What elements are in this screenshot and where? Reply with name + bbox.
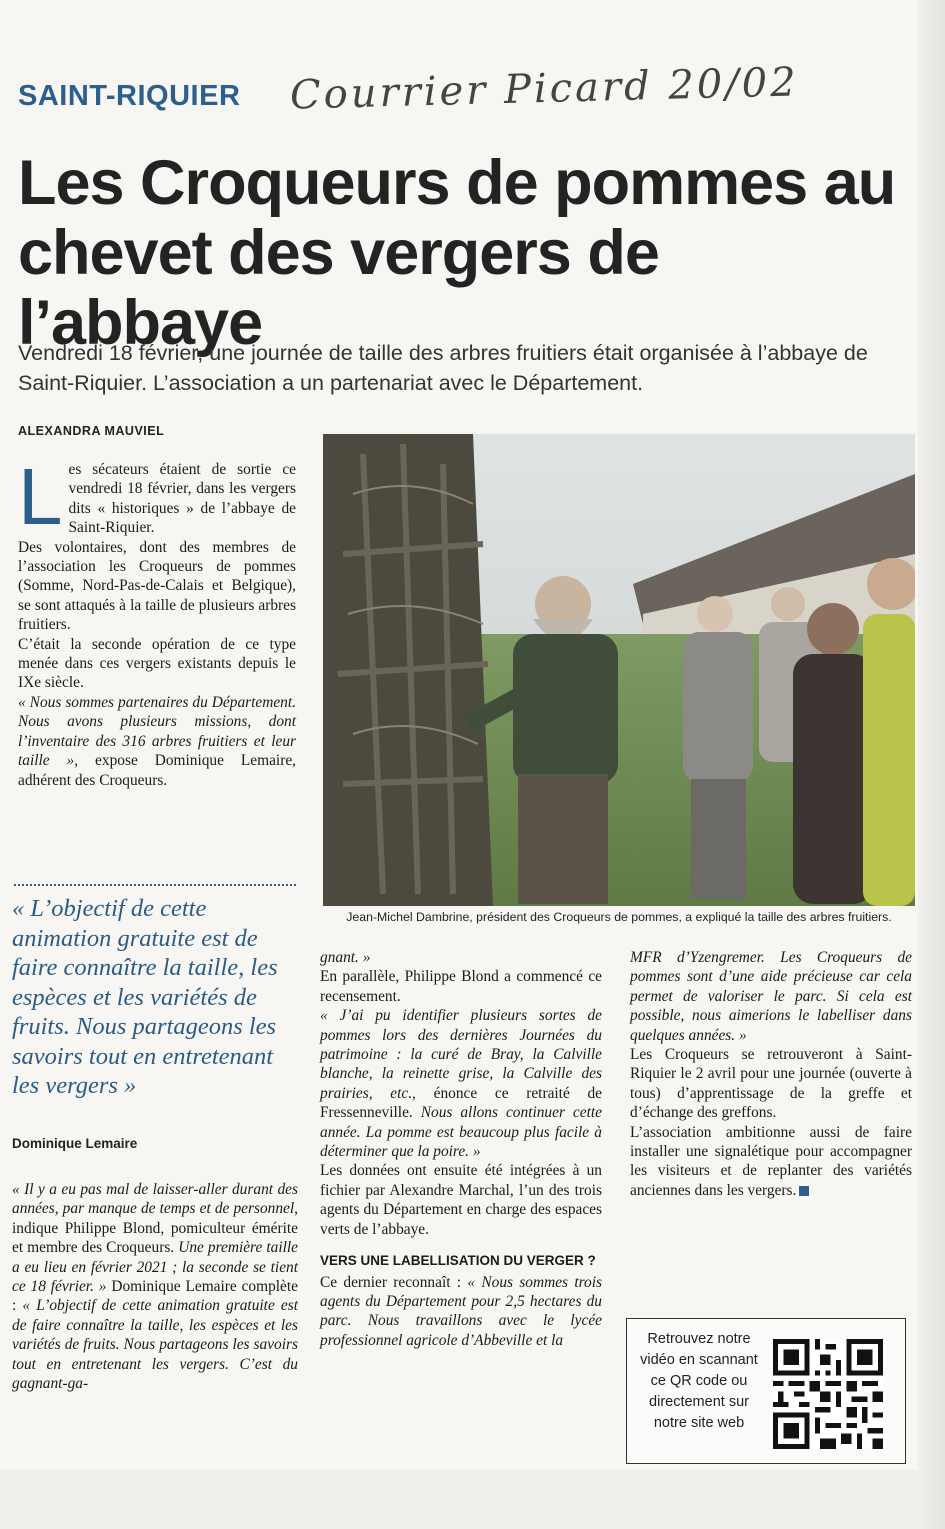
headline [18, 148, 918, 358]
quote-text: Une première taille a eu lieu en février 2021 ; la seconde se tient ce 18 février. » [12, 1239, 298, 1296]
pull-quote: « L’objectif de cette animation gratuite est de faire connaître la taille, les espèces et les variétés de fruits. Nous partageons les savoirs tout en entretenant les vergers » [12, 895, 278, 1099]
paragraph-text: , indique Philippe Blond, pomiculteur émérite et membre des Croqueurs. [12, 1200, 298, 1257]
column-1-bottom [12, 1180, 298, 1393]
quote-text: « Nous sommes trois agents du Département pour 2,5 hectares du parc. Nous travaillons avec le lycée professionnel agricole d’Abbeville et la [320, 1273, 602, 1349]
paragraph-text: , expose Dominique Lemaire, adhérent des Croqueurs. [18, 752, 296, 789]
qr-promo-box [626, 1318, 906, 1464]
quote-text: « Nous sommes partenaires du Département. Nous avons plusieurs missions, dont l’inventaire des 316 arbres fruitiers et leur taille » [18, 693, 296, 770]
paragraph [320, 1273, 602, 1351]
paragraph-text: énonce ce retraité de Fressenneville. [320, 1084, 603, 1122]
end-of-article-mark [799, 1186, 809, 1196]
dropcap: L [18, 452, 63, 541]
pull-quote-author: Dominique Lemaire [12, 1136, 138, 1151]
dotted-divider [14, 884, 296, 886]
section-kicker: SAINT-RIQUIER [18, 80, 241, 112]
paragraph: Des volontaires, dont des membres de l’association les Croqueurs de pommes (Somme, Nord-Pas-de-Calais et Belgique), se sont attaqués à la taille de plusieurs arbres fruitiers. [18, 538, 296, 634]
photo-illustration [323, 434, 915, 906]
paragraph-text: Dominique Lemaire complète : [12, 1278, 298, 1315]
chapo-lead: Vendredi 18 février, une journée de taille des arbres fruitiers était organisée à l’abbaye de Saint-Riquier. L’association a un partenariat avec le Département. [18, 341, 868, 395]
quote-text: « J’ai pu identifier plusieurs sortes de pommes lors des dernières Journées du patrimoine : la curé de Bray, la Calville blanche, la reinette grise, la Calville des prairies, etc., [320, 1007, 602, 1102]
paragraph [18, 693, 296, 790]
bottom-scan-strip [0, 1470, 918, 1529]
paragraph [630, 948, 912, 1045]
paragraph: Les données ont ensuite été intégrées à un fichier par Alexandre Marchal, l’un des trois agents du Département en charge des espaces verts de l’abbaye. [320, 1162, 602, 1238]
quote-text: Nous allons continuer cette année. La pomme est beaucoup plus facile à déterminer que la poire. » [320, 1104, 602, 1161]
qr-code-icon[interactable] [773, 1339, 883, 1449]
quote-text: « Il y a eu pas mal de laisser-aller durant des années, par manque de temps et de personnel [12, 1181, 298, 1218]
paragraph-text: Ce dernier reconnaît : [320, 1273, 468, 1291]
paragraph: Les Croqueurs se retrouveront à Saint-Riquier le 2 avril pour une journée (ouverte à tous) d’apprentissage de la greffe et d’échange des greffons. [630, 1046, 912, 1122]
article-photo [323, 434, 915, 906]
subheading: VERS UNE LABELLISATION DU VERGER ? [320, 1253, 596, 1269]
paragraph [320, 1006, 602, 1161]
column-3 [630, 948, 912, 1200]
quote-text: « L’objectif de cette animation gratuite est de faire connaître la taille, les espèces et les variétés de fruits. Nous partageons les savoirs tout en entretenant les vergers. C’est du gagnant-ga- [12, 1297, 299, 1393]
paragraph [630, 1123, 912, 1201]
column-1-top [18, 452, 296, 790]
paragraph [12, 1180, 298, 1393]
handwritten-annotation: Courrier Picard 20/02 [289, 59, 800, 119]
paragraph: C’était la seconde opération de ce type menée dans ces vergers existants depuis le IXe siècle. [18, 635, 296, 692]
headline-line-1: Les Croqueurs de pommes au [18, 148, 896, 218]
quote-text: MFR d’Yzengremer. Les Croqueurs de pommes sont d’une aide précieuse car cela permet de valoriser le parc. Si cela est possible, nous aimerions le labelliser dans quelques années. » [630, 949, 912, 1044]
byline: ALEXANDRA MAUVIEL [18, 424, 165, 438]
paragraph: es sécateurs étaient de sortie ce vendredi 18 février, dans les vergers dits « historiques » de l’abbaye de Saint-Riquier. [68, 461, 296, 537]
paragraph [320, 948, 602, 967]
quote-text: gnant. » [320, 949, 371, 966]
qr-promo-text: Retrouvez notre vidéo en scannant ce QR code ou directement sur notre site web [640, 1331, 758, 1431]
paragraph-text: L’association ambitionne aussi de faire installer une signalétique pour accompagner les visiteurs et de replanter des variétés anciennes dans les vergers. [630, 1123, 912, 1199]
paragraph: En parallèle, Philippe Blond a commencé ce recensement. [320, 968, 602, 1005]
column-2 [320, 948, 602, 1350]
scan-edge [918, 0, 945, 1529]
photo-caption: Jean-Michel Dambrine, président des Croqueurs de pommes, a expliqué la taille des arbres fruitiers. [346, 910, 892, 924]
headline-line-2: chevet des vergers de l’abbaye [18, 218, 659, 358]
